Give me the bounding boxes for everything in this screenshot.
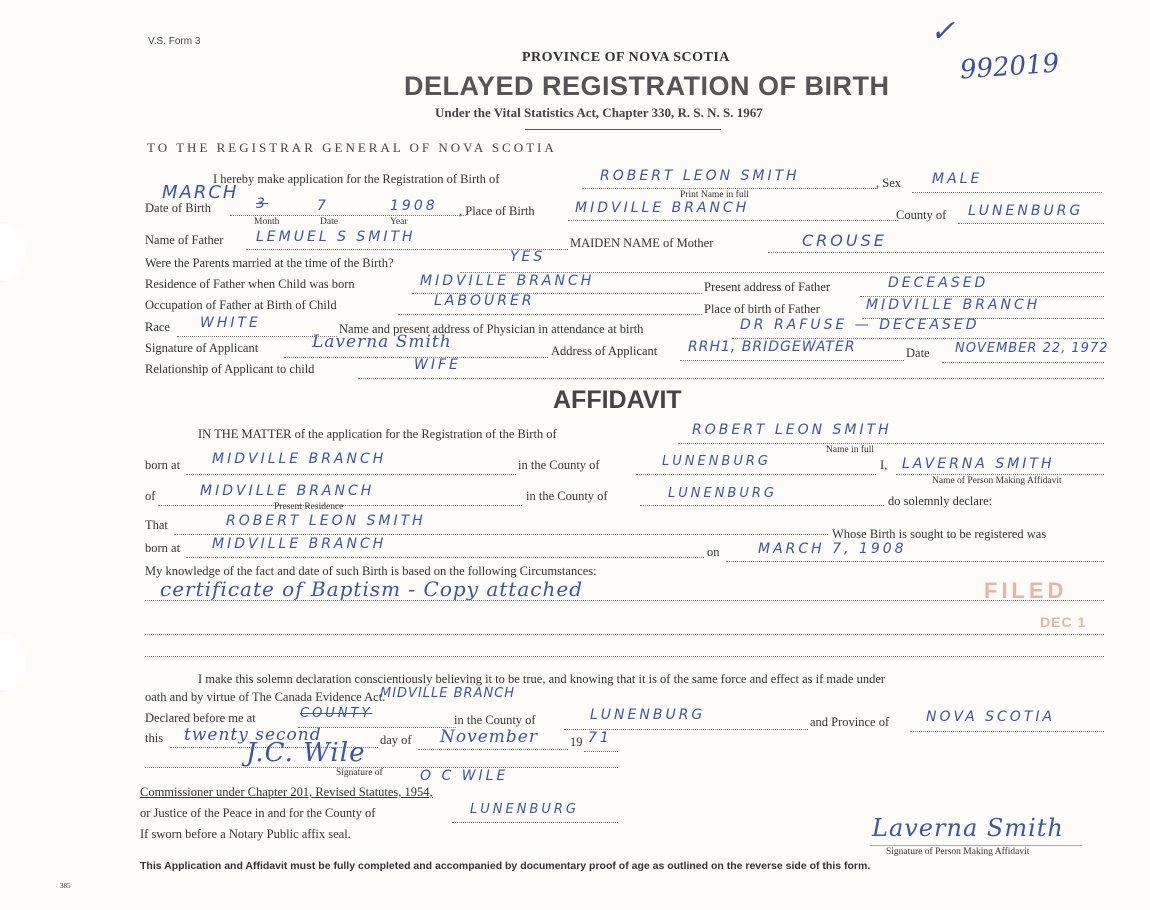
filed-stamp: FILED (984, 578, 1068, 603)
justice-county: LUNENBURG (470, 802, 579, 817)
county-label: in the County of (518, 458, 600, 472)
addressee: TO THE REGISTRAR GENERAL OF NOVA SCOTIA (147, 140, 557, 155)
declared-county-label: in the County of (454, 713, 536, 727)
date-value: NOVEMBER 22, 1972 (955, 341, 1109, 356)
sex-label: , Sex (876, 176, 901, 190)
declared-label: Declared before me at (145, 711, 256, 725)
affiant-note: Name of Person Making Affidavit (932, 476, 1062, 486)
dotted-line (145, 656, 1104, 657)
dob-month: MARCH (162, 182, 239, 203)
that-label: That (145, 518, 168, 532)
day-text: twenty second (184, 725, 322, 745)
place-of-birth: MIDVILLE BRANCH (575, 200, 750, 216)
this-label: this (145, 731, 164, 745)
signature-of-label: Signature of (336, 768, 383, 778)
on-label: on (707, 545, 720, 559)
county-value: LUNENBURG (662, 454, 771, 469)
county-label: County of (896, 208, 947, 222)
on-date: MARCH 7, 1908 (758, 541, 907, 557)
physician-value: DR RAFUSE — DECEASED (740, 317, 980, 333)
dotted-line (418, 749, 568, 750)
dotted-line (398, 314, 702, 315)
file-number: 992019 (959, 48, 1061, 86)
dotted-line (452, 822, 618, 823)
residence-label: Residence of Father when Child was born (145, 277, 355, 291)
pob-label: , Place of Birth (459, 204, 535, 218)
print-code: 385 (60, 882, 71, 890)
declared-county: LUNENBURG (590, 707, 706, 723)
justice-label: or Justice of the Peace in and for the County of (140, 806, 376, 820)
province-heading: PROVINCE OF NOVA SCOTIA (522, 50, 730, 65)
applicant-signature: Laverna Smith (312, 332, 452, 352)
solemn-text-2: oath and by virtue of The Canada Evidence Act. (145, 690, 386, 704)
commissioner-name: O C WILE (420, 768, 509, 784)
solemn-text-1: I make this solemn declaration conscientiously believing it to be true, and knowing that it is of the same force and effect as if made under (198, 672, 886, 686)
dotted-line (584, 751, 618, 752)
dotted-line (640, 505, 884, 506)
footer-note: This Application and Affidavit must be fully completed and accompanied by documentary proof of age as outlined on the reverse side of this form. (140, 860, 871, 872)
header-rule (525, 129, 721, 130)
matter-name: ROBERT LEON SMITH (692, 422, 892, 438)
race-label: Race (145, 320, 170, 334)
affiant-sig-label: Signature of Person Making Affidavit (886, 847, 1030, 857)
dotted-line (186, 474, 516, 475)
dotted-line (174, 534, 828, 535)
dotted-line (358, 378, 1104, 379)
declared-place: MIDVILLE BRANCH (380, 686, 516, 701)
affidavit-heading: AFFIDAVIT (553, 386, 682, 414)
form-id: V.S. Form 3 (148, 36, 201, 47)
circumstances: certificate of Baptism - Copy attached (160, 577, 583, 601)
dotted-line (726, 561, 1104, 562)
filed-stamp-date: DEC 1 (1040, 614, 1087, 630)
that-name: ROBERT LEON SMITH (226, 513, 426, 529)
race-value: WHITE (200, 315, 261, 331)
check-mark: ✓ (930, 14, 956, 49)
date-note: Date (320, 217, 338, 227)
father-pob-label: Place of birth of Father (704, 302, 820, 316)
county-value: LUNENBURG (968, 203, 1084, 219)
county-label-2: in the County of (526, 489, 608, 503)
born-at-value-2: MIDVILLE BRANCH (212, 536, 387, 552)
year-prefix: 19 (570, 735, 583, 749)
residence-value: MIDVILLE BRANCH (420, 273, 595, 289)
print-name-note: Print Name in full (680, 190, 749, 200)
declare-label: do solemnly declare: (888, 494, 993, 508)
year-suffix: 71 (588, 730, 612, 746)
physician-label: Name and present address of Physician in attendance at birth (339, 322, 644, 336)
dob-label: Date of Birth (145, 201, 211, 215)
dotted-line (145, 634, 1104, 635)
county-value-2: LUNENBURG (668, 486, 777, 501)
form-subtitle: Under the Vital Statistics Act, Chapter 330, R. S. N. S. 1967 (435, 105, 763, 120)
i-label: I, (880, 458, 888, 472)
day-of-label: day of (380, 733, 412, 747)
dob-day: 7 (317, 198, 329, 214)
signature-line (870, 845, 1082, 846)
dotted-line (942, 362, 1104, 363)
applicant-addr-value: RRH1, BRIDGEWATER (688, 339, 856, 355)
applicant-sig-label: Signature of Applicant (145, 341, 259, 355)
name-in-full-note: Name in full (826, 445, 875, 455)
commissioner-signature: J.C. Wile (246, 738, 366, 768)
dob-month-struck: 3 (256, 196, 268, 212)
present-addr-value: DECEASED (888, 275, 989, 291)
maiden-label: MAIDEN NAME of Mother (570, 236, 714, 250)
dotted-line (230, 215, 466, 216)
month-text: November (440, 727, 538, 747)
occupation-value: LABOURER (434, 293, 535, 309)
applicant-addr-label: Address of Applicant (551, 344, 658, 358)
child-name: ROBERT LEON SMITH (600, 168, 800, 184)
married-label: Were the Parents married at the time of the Birth? (145, 256, 394, 270)
commissioner-label: Commissioner under Chapter 201, Revised Statutes, 1954, (140, 785, 433, 799)
born-at-label-2: born at (145, 541, 181, 555)
of-label: of (145, 489, 156, 503)
dotted-line (568, 220, 898, 221)
province-value: NOVA SCOTIA (926, 709, 1056, 725)
dotted-line (582, 188, 878, 189)
punch-hole (0, 222, 26, 282)
present-residence-note: Present Residence (274, 502, 344, 512)
dotted-line (896, 474, 1104, 475)
dotted-line (912, 192, 1102, 193)
relationship-value: WIFE (414, 357, 461, 373)
born-at-label: born at (145, 458, 181, 472)
dotted-line (958, 223, 1104, 224)
present-addr-label: Present address of Father (704, 280, 831, 294)
father-label: Name of Father (145, 233, 224, 247)
affiant-signature: Laverna Smith (872, 814, 1064, 842)
form-title: DELAYED REGISTRATION OF BIRTH (404, 71, 890, 101)
father-name: LEMUEL S SMITH (256, 229, 416, 245)
mother-maiden: CROUSE (802, 231, 887, 250)
intro-label: I hereby make application for the Registration of Birth of (213, 172, 500, 186)
father-pob-value: MIDVILLE BRANCH (866, 297, 1041, 313)
dob-year: 1908 (390, 198, 438, 214)
dotted-line (680, 360, 904, 361)
date-label: Date (906, 346, 930, 360)
month-note: Month (254, 217, 280, 227)
dotted-line (910, 731, 1104, 732)
dotted-line (678, 443, 1104, 444)
year-note: Year (390, 217, 408, 227)
punch-hole (0, 632, 26, 692)
of-value: MIDVILLE BRANCH (200, 483, 375, 499)
sex-value: MALE (932, 171, 983, 187)
married-value: YES (510, 249, 546, 265)
province-label: and Province of (810, 715, 890, 729)
dotted-line (186, 557, 704, 558)
notary-label: If sworn before a Notary Public affix seal. (140, 827, 351, 841)
affiant-name: LAVERNA SMITH (902, 456, 1055, 472)
knowledge-label: My knowledge of the fact and date of such Birth is based on the following Circumstances: (145, 564, 597, 578)
occupation-label: Occupation of Father at Birth of Child (145, 298, 337, 312)
relationship-label: Relationship of Applicant to child (145, 362, 315, 376)
matter-label: IN THE MATTER of the application for the Registration of the Birth of (198, 427, 557, 441)
whose-label: Whose Birth is sought to be registered was (832, 527, 1047, 541)
born-at-value: MIDVILLE BRANCH (212, 451, 387, 467)
dotted-line (636, 474, 876, 475)
declared-struck: COUNTY (300, 706, 373, 721)
dotted-line (298, 727, 456, 728)
dotted-line (768, 252, 1104, 253)
